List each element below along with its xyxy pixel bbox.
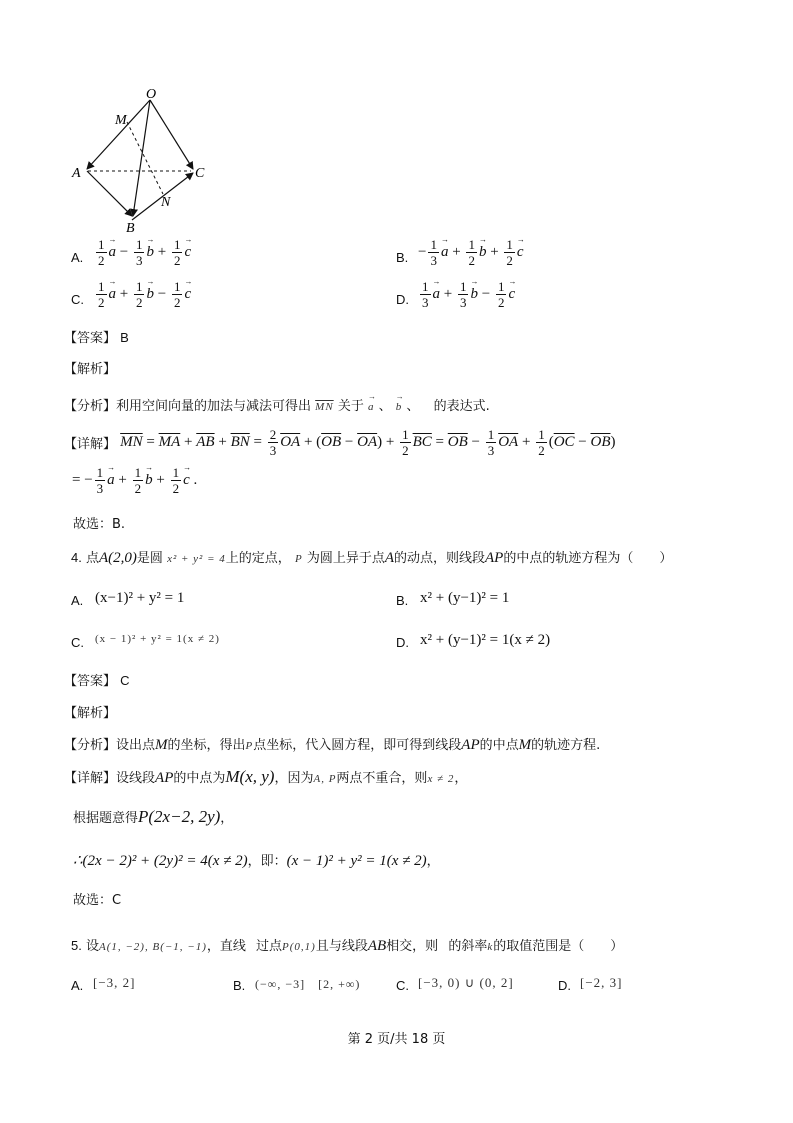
- q5-stem: 5. 设A(1, −2), B(−1, −1)，直线 过点P(0,1)且与线段AB相交，则 的斜率k的取值范围是（ ）: [71, 938, 624, 954]
- q3-analysis-label: 【解析】: [64, 362, 117, 377]
- label-B: B: [126, 221, 135, 236]
- q4-option-a: (x−1)² + y² = 1: [95, 590, 185, 606]
- q5-option-b-letter: B.: [233, 978, 246, 993]
- q3-answer: [64, 327, 129, 346]
- xiangjie-label: 【详解】: [64, 437, 117, 452]
- q4-option-a-letter: A.: [71, 593, 84, 608]
- answer-value: B: [120, 330, 129, 345]
- q4-analysis-label: 【解析】: [64, 706, 117, 721]
- q4-option-b: x² + (y−1)² = 1: [420, 590, 510, 606]
- q4-option-d-letter: D.: [396, 635, 409, 650]
- q4-option-c: (x − 1)² + y² = 1(x ≠ 2): [95, 633, 220, 645]
- q3-option-d-formula: $\frac{1}{3}$ → a + $\frac{1}{3}$ → b − $\frac{1}{2}$ → c: [418, 280, 515, 309]
- answer-label: 【答案】: [64, 331, 117, 346]
- q5-option-a: [−3, 2]: [93, 975, 136, 990]
- label-C: C: [195, 166, 205, 181]
- q5-option-c: [−3, 0) ∪ (0, 2]: [418, 975, 514, 990]
- label-N: N: [161, 195, 171, 210]
- label-A: A: [72, 166, 81, 181]
- label-M: M: [115, 113, 127, 128]
- q3-option-b-letter: B.: [396, 250, 409, 265]
- page-footer: 第 2 页/共 18 页: [347, 1032, 446, 1047]
- q3-option-d-letter: D.: [396, 292, 409, 307]
- q3-option-c-formula: $\frac{1}{2}$ → a + $\frac{1}{2}$ → b − $\frac{1}{2}$ → c: [94, 280, 191, 309]
- q3-derivation-line2: = − $\frac{1}{3}$ → a + $\frac{1}{2}$ → b + $\frac{1}{2}$ → c .: [72, 466, 197, 495]
- q4-conclusion: 故选：C: [73, 893, 122, 908]
- q3-derivation-line1: $\overline{MN} = \overline{MA} + \overline{AB} + \overline{BN}$ = $\frac{2}{3}$ $\overline{OA} + (\overline{OB} - \overline{OA})$ + $\frac{1}{2}$ $\overline{BC} = \overline{OB}$ − $\frac{1}{3}$ $\overline{OA}$ + $\frac{1}{2}$ $(\overline{OC} - \overline{OB})$: [120, 427, 616, 458]
- q5-option-b: (−∞, −3] [2, +∞): [255, 977, 361, 991]
- fenxi-label: 【分析】: [64, 399, 117, 414]
- q5-option-d-letter: D.: [558, 978, 571, 993]
- q4-stem: 4. 点A(2,0)是圆 x² + y² = 4上的定点， P 为圆上异于点A的动点，则线段AP的中点的轨迹方程为（ ）: [71, 550, 673, 566]
- q4-number: 4.: [71, 550, 82, 565]
- q3-conclusion: 故选：B.: [73, 517, 126, 532]
- q3-xiangjie: [64, 428, 616, 457]
- q4-xiangjie: 【详解】设线段AP的中点为M(x, y)，因为A, P两点不重合，则x ≠ 2，: [64, 767, 468, 786]
- q3-option-c-letter: C.: [71, 292, 84, 307]
- label-O: O: [146, 87, 157, 102]
- q5-option-c-letter: C.: [396, 978, 409, 993]
- q4-option-c-letter: C.: [71, 635, 84, 650]
- q4-answer: 【答案】 C: [64, 673, 130, 689]
- q4-fenxi: 【分析】设出点M的坐标，得出P点坐标，代入圆方程，即可得到线段AP的中点M的轨迹方程.: [64, 737, 601, 753]
- q3-option-a-letter: A.: [71, 250, 84, 265]
- q5-option-a-letter: A.: [71, 978, 84, 993]
- q3-option-a-formula: $\frac{1}{2}$ → a − $\frac{1}{3}$ → b + $\frac{1}{2}$ → c: [94, 238, 191, 267]
- q4-line3: ∴(2x − 2)² + (2y)² = 4(x ≠ 2)，即：(x − 1)² + y² = 1(x ≠ 2)，: [73, 853, 440, 869]
- q4-option-d: x² + (y−1)² = 1(x ≠ 2): [420, 632, 551, 648]
- q4-option-b-letter: B.: [396, 593, 409, 608]
- q4-line2: 根据题意得P(2x−2, 2y)，: [73, 807, 234, 826]
- q3-fenxi: 【分析】利用空间向量的加法与减法可得出 $\overline{MN}$ 关于 → a 、 → b 、 的表达式.: [64, 395, 490, 414]
- q5-option-d: [−2, 3]: [580, 975, 623, 990]
- q3-option-b-formula: − $\frac{1}{3}$ → a + $\frac{1}{2}$ → b + $\frac{1}{2}$ → c: [418, 238, 524, 267]
- tetrahedron-figure: [60, 82, 230, 237]
